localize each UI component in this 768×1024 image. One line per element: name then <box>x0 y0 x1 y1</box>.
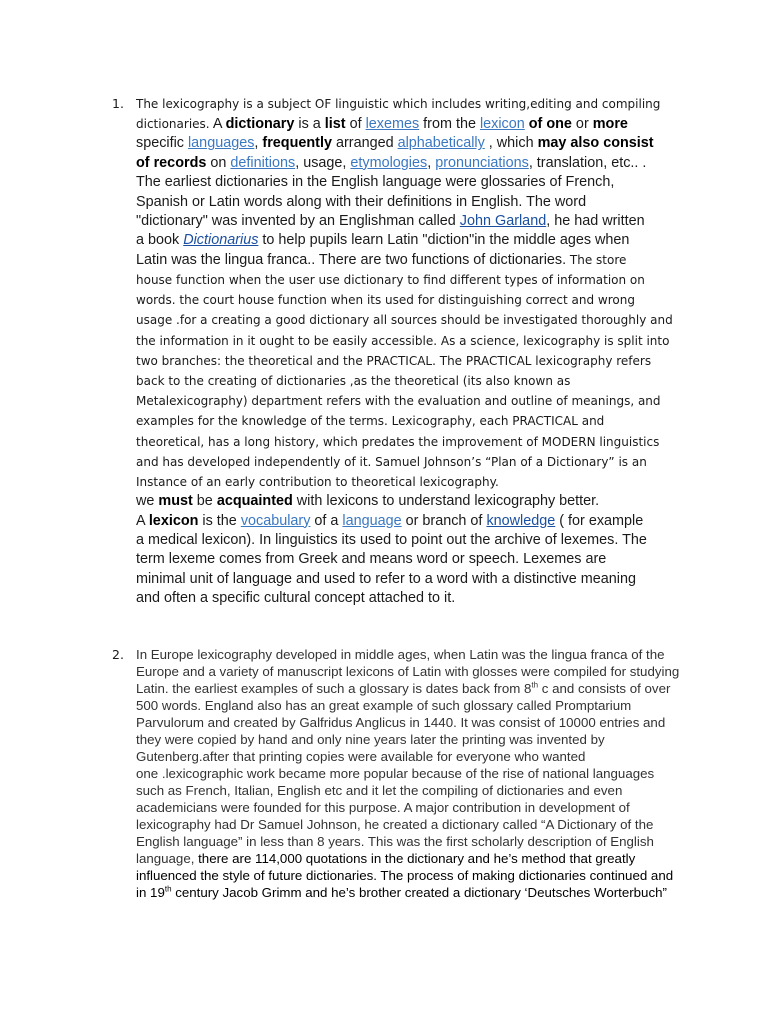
list-number-2: 2. <box>112 647 124 662</box>
text-line: they were copied by hand and only nine years later the printing was invented by <box>136 732 605 747</box>
list-item-2-text <box>136 646 682 901</box>
text-line: A lexicon is the vocabulary of a language or branch of knowledge ( for example <box>136 512 644 529</box>
link-lexemes[interactable]: lexemes <box>365 116 420 133</box>
text-line: a medical lexicon). In linguistics its used to point out the archive of lexemes. The <box>136 531 647 548</box>
text-line: of records on definitions, usage, etymologies, pronunciations, translation, etc.. . <box>136 154 647 171</box>
link-etymologies[interactable]: etymologies <box>350 154 428 171</box>
text-line: The earliest dictionaries in the English language were glossaries of French, <box>136 174 615 191</box>
text-line: such as French, Italian, English etc and it let the compiling of dictionaries and even <box>136 783 623 798</box>
text-line: in 19th century Jacob Grimm and he’s brother created a dictionary ‘Deutsches Worterbuch” <box>136 884 667 900</box>
link-lexicon[interactable]: lexicon <box>479 116 525 133</box>
text-line: two branches: the theoretical and the PRACTICAL. The PRACTICAL lexicography refers <box>136 353 652 368</box>
text-line: one .lexicographic work became more popular because of the rise of national languages <box>136 766 655 781</box>
text-line: a book Dictionarius to help pupils learn Latin "diction"in the middle ages when <box>136 232 630 249</box>
link-vocabulary[interactable]: vocabulary <box>240 512 311 529</box>
text-line: In Europe lexicography developed in middle ages, when Latin was the lingua franca of the <box>136 647 665 662</box>
text-line: language, there are 114,000 quotations in the dictionary and he’s method that greatly <box>136 851 636 866</box>
text-line: Latin. the earliest examples of such a glossary is dates back from 8th c and consists of over <box>136 680 671 696</box>
text-line: English language” in less than 8 years. This was the first scholarly description of English <box>136 834 654 849</box>
text-line: Latin was the lingua franca.. There are two functions of dictionaries. The store <box>136 251 627 268</box>
text-line: house function when the user use dictionary to find different types of information on <box>136 273 645 288</box>
text-line: Instance of an early contribution to theoretical lexicography. <box>136 474 499 489</box>
text-line: and has developed independently of it. Samuel Johnson’s “Plan of a Dictionary” is an <box>136 454 647 469</box>
text-line: lexicography had Dr Samuel Johnson, he created a dictionary called “A Dictionary of the <box>136 817 654 832</box>
text-line: theoretical, has a long history, which predates the improvement of MODERN linguistics <box>136 434 660 449</box>
text-line: and often a specific cultural concept attached to it. <box>136 590 456 607</box>
text-line: academicians were founded for this purpose. A major contribution in development of <box>136 800 630 815</box>
link-languages[interactable]: languages <box>187 135 255 152</box>
list-number-1: 1. <box>112 96 124 111</box>
link-john-garland[interactable]: John Garland <box>459 212 547 229</box>
text-line: back to the creating of dictionaries ,as the theoretical (its also known as <box>136 374 571 389</box>
text-line: dictionaries. A dictionary is a list of lexemes from the lexicon of one or more <box>136 116 628 133</box>
link-knowledge[interactable]: knowledge <box>486 512 556 529</box>
text-line: Metalexicography) department refers with the evaluation and outline of meanings, and <box>136 394 661 409</box>
text-line: we must be acquainted with lexicons to understand lexicography better. <box>136 493 600 510</box>
text-line: term lexeme comes from Greek and means word or speech. Lexemes are <box>136 551 607 568</box>
text-line: Europe and a variety of manuscript lexicons of Latin with glosses were compiled for studying <box>136 664 680 679</box>
text-line: specific languages, frequently arranged alphabetically , which may also consist <box>136 135 654 152</box>
text-line: "dictionary" was invented by an Englishman called John Garland, he had written <box>136 212 645 229</box>
text-line: minimal unit of language and used to refer to a word with a distinctive meaning <box>136 570 636 587</box>
text-line: Spanish or Latin words along with their definitions in English. The word <box>136 193 587 210</box>
text-line: 500 words. England also has an great example of such glossary called Promptarium <box>136 698 632 713</box>
text-line: usage .for a creating a good dictionary all sources should be investigated thoroughly and <box>136 313 673 328</box>
link-language[interactable]: language <box>342 512 402 529</box>
list-item-1-text <box>136 94 682 609</box>
text-line: words. the court house function when its used for distinguishing correct and wrong <box>136 293 635 308</box>
link-pronunciations[interactable]: pronunciations <box>435 154 529 171</box>
text-line: The lexicography is a subject OF linguistic which includes writing,editing and compiling <box>136 97 661 111</box>
text-line: examples for the knowledge of the terms. Lexicography, each PRACTICAL and <box>136 414 605 429</box>
link-alphabetically[interactable]: alphabetically <box>397 135 485 152</box>
text-line: Parvulorum and created by Galfridus Anglicus in 1440. It was consist of 10000 entries and <box>136 715 666 730</box>
link-definitions[interactable]: definitions <box>230 154 296 171</box>
text-line: Gutenberg.after that printing copies were available for everyone who wanted <box>136 749 586 764</box>
link-dictionarius[interactable]: Dictionarius <box>183 232 259 249</box>
text-line: the information in it ought to be easily accessible. As a science, lexicography is split into <box>136 333 670 348</box>
text-line: influenced the style of future dictionaries. The process of making dictionaries continued and <box>136 868 674 883</box>
